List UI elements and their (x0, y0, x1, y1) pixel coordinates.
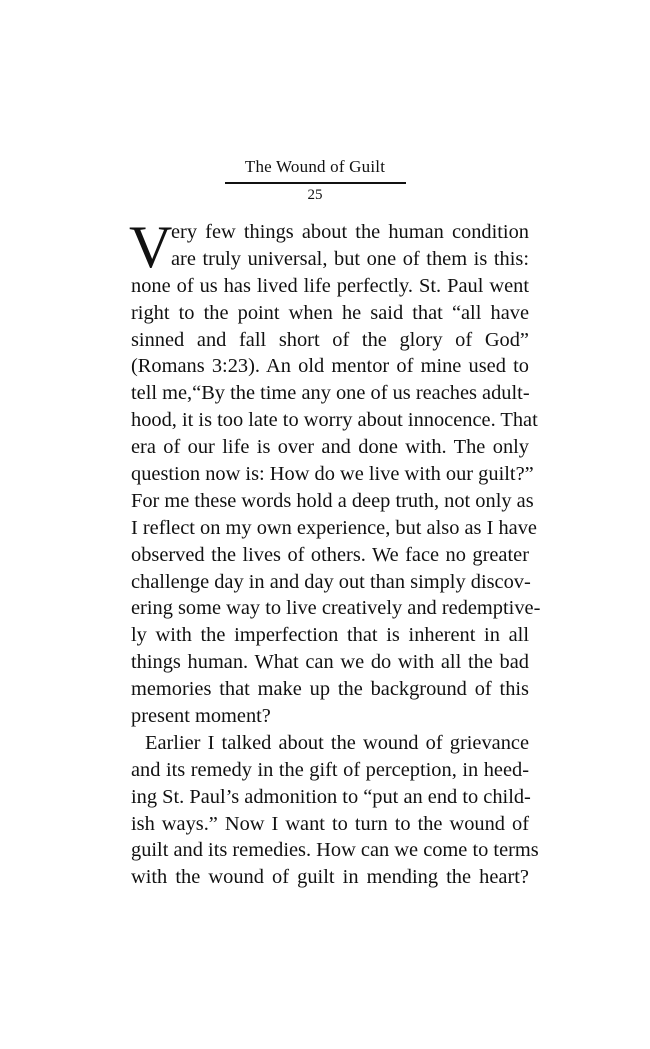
body-text (129, 214, 541, 891)
text-line: ering some way to live creatively and redemptive- (131, 597, 541, 620)
running-head: The Wound of Guilt (244, 157, 386, 176)
text-line: tell me,“By the time any one of us reaches adult- (131, 382, 530, 405)
text-line: challenge day in and day out than simply discov- (131, 570, 531, 593)
header-rule (225, 182, 406, 184)
page-number: 25 (307, 187, 323, 203)
text-line: (Romans 3:23). An old mentor of mine used to (131, 355, 529, 378)
text-line: things human. What can we do with all the bad (131, 651, 529, 674)
text-line: with the wound of guilt in mending the heart? (131, 866, 529, 889)
text-line: right to the point when he said that “all have (131, 301, 529, 324)
text-line: ly with the imperfection that is inherent in all (131, 624, 529, 647)
text-line: none of us has lived life perfectly. St. Paul went (131, 274, 529, 297)
text-line: guilt and its remedies. How can we come to terms (131, 839, 539, 862)
text-line: Earlier I talked about the wound of grievance (145, 731, 529, 754)
text-line: ing St. Paul’s admonition to “put an end to child- (131, 785, 531, 808)
text-line: present moment? (131, 705, 271, 728)
text-line: and its remedy in the gift of perception, in heed- (131, 758, 529, 781)
text-line: era of our life is over and done with. The only (131, 436, 529, 459)
text-line: ish ways.” Now I want to turn to the wound of (131, 812, 529, 835)
text-line: question now is: How do we live with our guilt?” (131, 463, 534, 486)
text-line-content: ery few things about the human condition (171, 221, 529, 243)
text-line: observed the lives of others. We face no greater (131, 543, 529, 566)
text-line: memories that make up the background of this (131, 678, 529, 701)
text-line: are truly universal, but one of them is this: (171, 247, 529, 270)
text-line: hood, it is too late to worry about innocence. That (131, 409, 538, 432)
text-line: sinned and fall short of the glory of God” (131, 328, 529, 351)
text-line: For me these words hold a deep truth, not only as (131, 489, 534, 512)
drop-cap: V (129, 214, 173, 280)
text-line: I reflect on my own experience, but also as I have (131, 516, 537, 539)
